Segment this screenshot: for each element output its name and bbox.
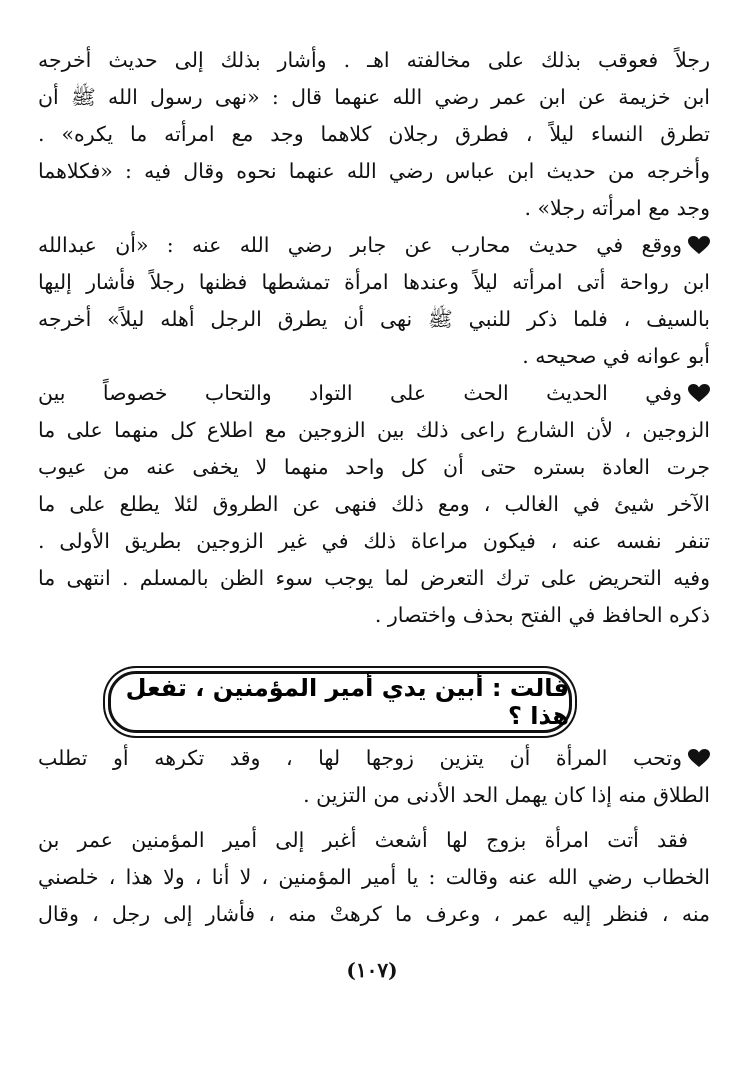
text-line: وأخرجه من حديث ابن عباس رضي الله عنهما نحوه وقال فيه : «فكلاهما bbox=[38, 159, 710, 183]
text-line-with-bullet bbox=[38, 375, 710, 412]
heart-bullet-icon bbox=[688, 236, 710, 255]
text-line: ذكره الحافظ في الفتح بحذف واختصار . bbox=[374, 603, 710, 627]
text-line: رجلاً فعوقب بذلك على مخالفته اهـ . وأشار بذلك إلى حديث أخرجه bbox=[38, 48, 710, 72]
page-body bbox=[38, 42, 710, 634]
page-number: (١٠٧) bbox=[346, 958, 398, 982]
paragraph-text: ووقع في حديث محارب عن جابر رضي الله عنه : «أن عبدالله bbox=[38, 233, 682, 257]
text-line: جرت العادة بستره حتى أن كل واحد منهما لا يخفى عنه من عيوب bbox=[38, 455, 710, 479]
text-line: وجد مع امرأته رجلا» . bbox=[524, 196, 710, 220]
text-line: الخطاب رضي الله عنه وقالت : يا أمير المؤمنين ، لا أنا ، ولا هذا ، خلصني bbox=[38, 865, 710, 889]
text-line: ابن رواحة أتى امرأته ليلاً وعندها امرأة تمشطها فظنها رجلاً فأشار إليها bbox=[38, 270, 710, 294]
text-line: الزوجين ، لأن الشارع راعى ذلك بين الزوجين مع اطلاع كل منهما على ما bbox=[38, 418, 710, 442]
page-body-continued bbox=[38, 740, 710, 933]
text-line: بالسيف ، فلما ذكر للنبي ﷺ نهى أن يطرق الرجل أهله ليلاً» أخرجه bbox=[38, 307, 710, 331]
text-line: تنفر نفسه عنه ، فيكون مراعاة ذلك في غير الزوجين بطريق الأولى . bbox=[38, 529, 710, 553]
text-line: الآخر شيئ في الغالب ، ومع ذلك فنهى عن الطروق لئلا يطلع على ما bbox=[38, 492, 710, 516]
text-line: وفيه التحريض على ترك التعرض لما يوجب سوء الظن بالمسلم . انتهى ما bbox=[38, 566, 710, 590]
text-line: أبو عوانه في صحيحه . bbox=[522, 344, 710, 368]
text-line-with-bullet bbox=[38, 227, 710, 264]
paragraph-text: وفي الحديث الحث على التواد والتحاب خصوصاً بين bbox=[38, 381, 682, 405]
section-heading: قالت : أبين يدي أمير المؤمنين ، تفعل هذا ؟ bbox=[125, 674, 569, 730]
text-line: الطلاق منه إذا كان يهمل الحد الأدنى من التزين . bbox=[303, 783, 710, 807]
text-line: فقد أتت امرأة بزوج لها أشعث أغبر إلى أمير المؤمنين عمر بن bbox=[38, 828, 688, 852]
heart-bullet-icon bbox=[688, 749, 710, 768]
text-line: منه ، فنظر إليه عمر ، وعرف ما كرهتْ منه ، فأشار إلى رجل ، وقال bbox=[38, 902, 710, 926]
paragraph-text: وتحب المرأة أن يتزين زوجها لها ، وقد تكرهه أو تطلب bbox=[38, 746, 682, 770]
heart-bullet-icon bbox=[688, 384, 710, 403]
text-line: ابن خزيمة عن ابن عمر رضي الله عنهما قال : «نهى رسول الله ﷺ أن bbox=[38, 85, 710, 109]
text-line: تطرق النساء ليلاً ، فطرق رجلان كلاهما وجد مع امرأته ما يكره» . bbox=[38, 122, 710, 146]
text-line-with-bullet bbox=[38, 740, 710, 777]
section-heading-box bbox=[108, 671, 572, 733]
